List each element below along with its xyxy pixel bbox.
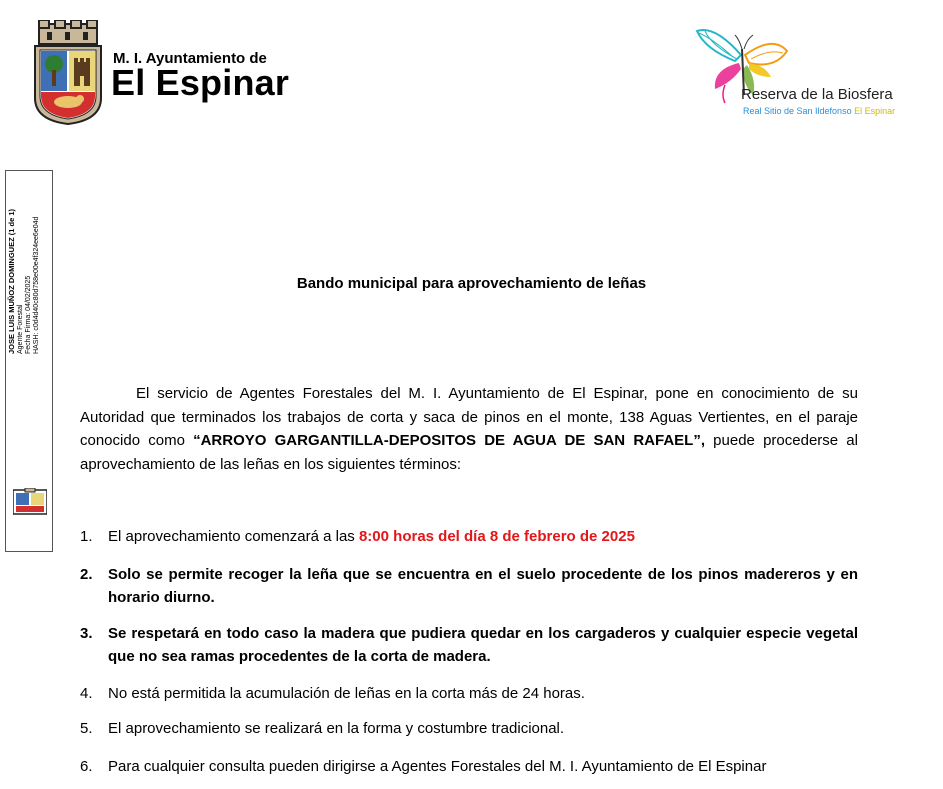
list-item <box>80 755 858 778</box>
coat-of-arms-logo <box>33 20 103 126</box>
list-item <box>80 717 858 740</box>
list-text: El aprovechamiento se realizará en la forma y costumbre tradicional. <box>108 720 565 737</box>
list-text: El aprovechamiento comenzará a las <box>108 528 359 545</box>
reserve-subtitle-yellow: El Espinar <box>854 106 896 116</box>
document-title: Bando municipal para aprovechamiento de leñas <box>296 275 647 292</box>
list-number: 6. <box>80 758 93 775</box>
list-text: Para cualquier consulta pueden dirigirse a Agentes Forestales del M. I. Ayuntamiento de El Espinar <box>108 758 767 775</box>
start-datetime-highlight: 8:00 horas del día 8 de febrero de 2025 <box>358 528 635 545</box>
signer-role: Agente Forestal <box>17 304 24 354</box>
list-text: Solo se permite recoger la leña que se encuentra en el suelo procedente de los pinos madereros y en horario diurno. <box>108 566 858 606</box>
list-text: Se respetará en todo caso la madera que pudiera quedar en los cargaderos y cualquier especie vegetal que no sea ramas procedentes de la corta de madera. <box>108 625 858 665</box>
list-item <box>80 622 858 668</box>
intro-location-name: “ARROYO GARGANTILLA-DEPOSITOS DE AGUA DE SAN RAFAEL”, <box>193 432 705 449</box>
list-item <box>80 525 858 548</box>
signer-name: JOSE LUIS MUÑOZ DOMINGUEZ (1 de 1) <box>7 208 16 354</box>
signature-date: Fecha Firma: 04/02/2025 <box>25 275 32 354</box>
intro-paragraph <box>80 382 858 476</box>
list-item <box>80 563 858 609</box>
list-number: 4. <box>80 685 93 702</box>
list-item <box>80 682 858 705</box>
municipality-prefix: M. I. Ayuntamiento de <box>113 50 267 67</box>
list-number: 2. <box>80 566 93 583</box>
list-number: 5. <box>80 720 93 737</box>
biosphere-reserve-subtitle <box>743 106 895 116</box>
reserve-subtitle-blue: Real Sitio de San Ildefonso <box>743 106 852 116</box>
intro-text-part2: puede procederse al aprovechamiento de las leñas en los siguientes términos: <box>80 432 858 473</box>
list-text: No está permitida la acumulación de leñas en la corta más de 24 horas. <box>108 685 585 702</box>
list-number: 1. <box>80 528 93 545</box>
seal-icon <box>13 488 47 516</box>
municipality-name: El Espinar <box>111 62 290 103</box>
intro-text-part1: El servicio de Agentes Forestales del M. I. Ayuntamiento de El Espinar, pone en conocimiento de su Autoridad que terminados los trabajos de corta y saca de pinos en el monte, 138 Aguas Vertientes, en el paraje conocido como <box>80 385 858 449</box>
list-number: 3. <box>80 625 93 642</box>
signature-hash: HASH: c0d4d40c80d758e00e4f324ee6e04d <box>33 216 40 354</box>
biosphere-reserve-title: Reserva de la Biosfera <box>741 86 893 103</box>
